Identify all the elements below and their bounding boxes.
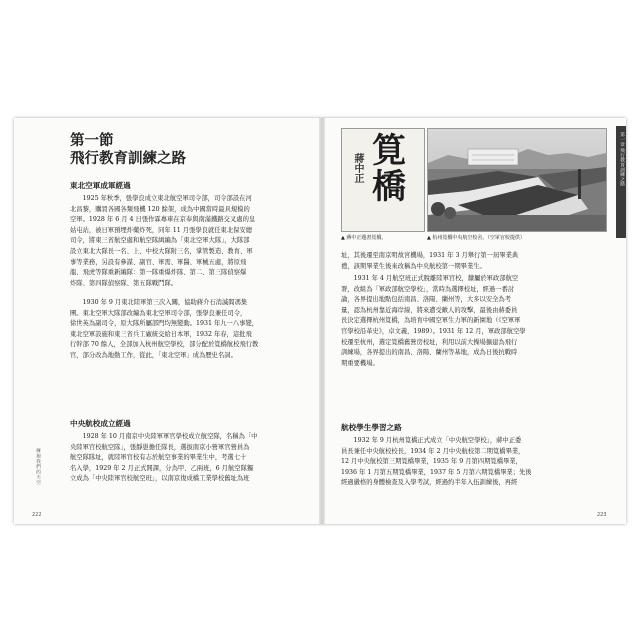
paragraph-central-academy-1 <box>70 432 257 485</box>
paragraph-northeast-2 <box>70 298 258 362</box>
text-line: 行幹部 70 餘人，全部加入杭州航空學校，部分配於筧橋航校飛行教 <box>70 341 259 349</box>
chapter-title <box>70 132 186 168</box>
book-spread <box>14 118 626 524</box>
page-number-left: 222 <box>32 512 42 518</box>
chapter-title-line-1: 第一節 <box>70 132 114 149</box>
campus-photo <box>427 128 607 232</box>
text-line: 姑屯站，被日軍預埋炸藥炸死，同年 11 月張學良就任東北保安總 <box>70 226 253 234</box>
text-line: 事等業務，另設有參謀、副官、軍需、軍醫、軍械五處，將原飛 <box>70 258 247 266</box>
text-line: 團。東北空軍大隊部改編為東北空軍司令部，張學良兼任司令， <box>70 309 247 317</box>
chapter-title-line-2: 飛行教育訓練之路 <box>70 150 186 167</box>
chapter-tab <box>616 126 626 238</box>
running-side-text: 擁抱我們的天空 <box>35 448 40 486</box>
left-page <box>14 118 319 524</box>
signature-calligraphy: 蔣中正 <box>352 153 363 183</box>
text-line: 徐世英為副司令，原大隊所屬部門均無變動。1931 年九一八事變， <box>70 320 259 328</box>
chapter-tab-text: 第一章 飛行教育訓練之路 <box>619 132 624 187</box>
text-line: 量，認為杭州靠近海岸線，將來遭受敵人的攻擊，最後由蔣委員 <box>341 306 518 314</box>
text-line: 立成為「中央陸軍官校航空班」，以南京復成橋工業學校舊址為班 <box>70 475 250 483</box>
page-number-right: 223 <box>597 512 607 518</box>
paragraph-right-2 <box>341 274 526 369</box>
text-line: 校遷至杭州，選定筧橋舊營房校址，利用以前大操場擴建為飛行 <box>341 338 518 346</box>
photo-caption-1: ▲ 蔣中正題書筧橋。 <box>341 235 387 241</box>
text-line: 1932 年 9 月杭州筧橋正式成立「中央航空學校」，蔣中正委 <box>341 437 522 444</box>
section-heading-northeast: 東北空軍成軍經過 <box>70 181 131 190</box>
text-line: 1936 年 1 月第五期筧橋畢業，1937 年 5 月第六期筧橋畢業；先後 <box>341 468 532 476</box>
calligraphy-title <box>358 133 424 205</box>
calligraphy-text: 筧橋 <box>372 131 406 207</box>
text-line: 1925 年秋季，張學良成立東北航空軍司令部，司令部設在河 <box>70 195 252 202</box>
text-line: 論，各界提出地點包括南昌、洛陽、蘭州等，大多以安全為考 <box>341 296 512 304</box>
text-line: 址，其後遷至南京明故宮機場，1931 年 3 月舉行第一屆畢業典 <box>341 252 519 259</box>
text-line: 官，部分改為地勤工作，從此，「東北空軍」成為歷史名詞。 <box>70 351 237 359</box>
text-line: 設立東北大隊長一名、上、中校大隊附三名，掌管製造、教育、軍 <box>70 247 253 255</box>
calligraphy-photo <box>341 128 425 232</box>
text-line: 1931 年 4 月航空班正式脫離陸軍官校，隸屬於軍政部航空 <box>341 275 519 282</box>
text-line: 空軍。1928 年 6 月 4 日張作霖專車在京奉與南滿鐵路交叉處的皇 <box>70 216 256 224</box>
text-line: 官學校沿革史》，卓文義，1989）。1931 年 12 月，軍政部航空學 <box>341 327 526 335</box>
text-line: 龍、飛虎等隊重新編隊：第一隊重爆炸隊、第二、第三隊偵察爆 <box>70 269 247 277</box>
text-line: 經過嚴格的身體檢查及入學考試，經過約半年入伍訓練後，再經 <box>341 479 518 487</box>
text-line: 司令，將東三省航空處和航空隊緝編為「東北空軍大隊」，大隊部 <box>70 237 250 245</box>
text-line: 12 月中央航校第三期筧橋畢業，1935 年 9 月第四期筧橋畢業， <box>341 458 522 466</box>
section-heading-central-academy: 中央航校成立經過 <box>70 419 131 428</box>
text-line: 長決定選擇杭州筧橋，為培育中國空軍生力軍的新園地（《空軍軍 <box>341 317 521 325</box>
text-line: 1930 年 9 月東北陸軍第三次入關，協助蔣介石消滅閻馮集 <box>70 299 248 306</box>
text-line: 北昌黎，購買各國各類飛機 120 餘架，成為中國當時最具規模的 <box>70 205 250 213</box>
text-line: 航空隊隊址，就陸軍官校有志於航空事業的畢業生中，考選七十 <box>70 454 247 462</box>
text-line: 員長兼任中央航校校長，1934 年 2 月中央航校第二期筧橋畢業， <box>341 447 525 455</box>
campus-photo-image <box>428 129 606 231</box>
text-line: 炸隊、第四隊偵察隊、第五隊戰鬥隊。 <box>70 279 178 287</box>
text-line: 期重要機場。 <box>341 359 379 367</box>
photo-caption-2: ▲ 杭州筧橋中央航空校舍。（空軍官校提供） <box>427 235 525 241</box>
text-line: 署，改組為「軍政部航空學校」，當時為選擇校址，經過一番討 <box>341 285 515 293</box>
section-heading-student-path: 航校學生學習之路 <box>341 423 402 432</box>
text-line: 名入學，1929 年 2 月正式開課，分為甲、乙兩班，6 月航空隊獨 <box>70 464 254 472</box>
text-line: 東北空軍設施和東三省兵工廠統交給日本軍，1932 年春，這批飛 <box>70 330 252 338</box>
text-line: 禮，該期畢業生後來改稱為中央航校第一期畢業生。 <box>341 262 486 270</box>
text-line: 訓練場，各界提出的南昌、洛陽、蘭州等基地，成為日後抗戰時 <box>341 349 518 357</box>
paragraph-northeast-1 <box>70 194 255 289</box>
paragraph-right-1 <box>341 251 518 272</box>
paragraph-student-path-1 <box>341 436 532 489</box>
text-line: 央陸軍官校航空隊」，張靜愚擔任隊長，選拔南京小營軍官營員為 <box>70 443 250 451</box>
text-line: 1928 年 10 月南京中央陸軍軍官學校成立航空隊，名稱為「中 <box>70 433 258 440</box>
right-page <box>325 118 626 524</box>
